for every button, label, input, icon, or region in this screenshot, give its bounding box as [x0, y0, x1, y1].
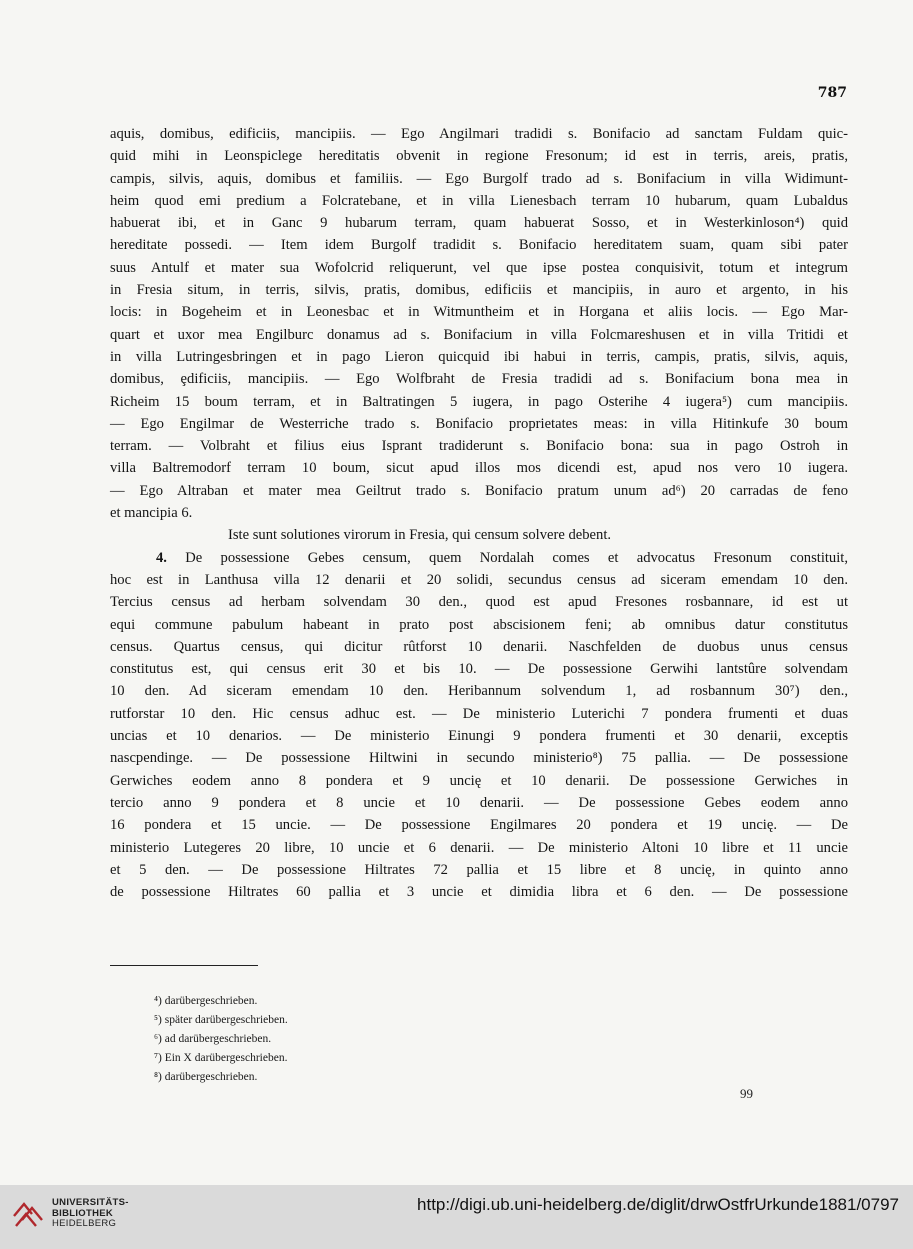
text-line: Gerwiches eodem anno 8 pondera et 9 uncię et 10 denarii. De possessione Gerwiches in	[110, 772, 848, 789]
text-line: locis: in Bogeheim et in Leonesbac et in Witmuntheim et in Horgana et aliis locis. — Ego Mar-	[110, 304, 848, 321]
text-line: ministerio Lutegeres 20 libre, 10 uncie et 6 denarii. — De ministerio Altoni 10 libre et 11 uncie	[110, 839, 848, 856]
text-line: nascpendinge. — De possessione Hiltwini in secundo ministerio⁸) 75 pallia. — De possessione	[110, 750, 848, 767]
main-text	[110, 123, 848, 903]
text-line: — Ego Altraban et mater mea Geiltrut trado s. Bonifacio pratum unum ad⁶) 20 carradas de feno	[110, 482, 848, 499]
logo-line-2: BIBLIOTHEK	[52, 1207, 114, 1219]
text-line: quid mihi in Leonspiclege hereditatis obvenit in regione Fresonum; id est in terris, areis, pratis,	[110, 148, 848, 165]
text-line: quart et uxor mea Engilburc donamus ad s. Bonifacium in villa Folcmareshusen et in villa Tritidi et	[110, 326, 848, 343]
text-line: hoc est in Lanthusa villa 12 denarii et 20 solidi, secundus census ad siceram emendam 10 den.	[110, 571, 848, 588]
text-line: rutforstar 10 den. Hic census adhuc est. — De ministerio Luterichi 7 pondera frumenti et duas	[110, 705, 848, 722]
footnote: ⁴) darübergeschrieben.	[154, 995, 258, 1007]
text-line: in Fresia situm, in terris, silvis, pratis, domibus, edificiis et mancipiis, in auro et argento, in his	[110, 282, 848, 299]
page-number: 787	[817, 85, 847, 101]
text-line: constitutus est, qui census erit 30 et bis 10. — De possessione Gerwihi lantstûre solvendam	[110, 661, 848, 678]
source-url[interactable]: http://digi.ub.uni-heidelberg.de/diglit/drwOstfrUrkunde1881/0797	[417, 1195, 899, 1214]
section-number: 4.	[156, 549, 167, 566]
footnote: ⁷) Ein X darübergeschrieben.	[154, 1052, 288, 1064]
text-line: habuerat ibi, et in Ganc 9 hubarum terram, quam habuerat Sosso, et in Westerkinloson⁴) quid	[110, 215, 848, 232]
text-line: campis, silvis, aquis, domibus et familiis. — Ego Burgolf trado ad s. Bonifacium in villa Widimunt-	[110, 170, 848, 187]
text-line: 10 den. Ad siceram emendam 10 den. Heribannum solvendum 1, ad rosbannum 30⁷) den.,	[110, 683, 848, 700]
signature-mark: 99	[740, 1086, 753, 1101]
footnote: ⁸) darübergeschrieben.	[154, 1071, 258, 1083]
section-first-line	[110, 547, 848, 569]
text-line: et mancipia 6.	[110, 505, 193, 522]
text-line: domibus, ȩdificiis, mancipiis. — Ego Wolfbraht de Fresia tradidi ad s. Bonifacium bona mea in	[110, 371, 848, 388]
text-line: tercio anno 9 pondera et 8 uncie et 10 denarii. — De possessione Gebes eodem anno	[110, 794, 848, 811]
text-line: villa Baltremodorf terram 10 boum, sicut apud illos mos dicendi est, apud nos vero 10 iugera.	[110, 460, 848, 477]
text-line: Tercius census ad herbam solvendam 30 den., quod est apud Fresones rosbannare, id est ut	[110, 594, 848, 611]
library-name	[52, 1198, 129, 1230]
text-line: Richeim 15 boum terram, et in Baltratingen 5 iugera, in pago Osterihe 4 iugera⁵) cum mancipiis.	[110, 393, 848, 410]
footnote: ⁵) später darübergeschrieben.	[154, 1014, 288, 1026]
text-line: in villa Lutringesbringen et in pago Lieron quicquid ibi habui in terris, campis, pratis, silvis, aquis,	[110, 348, 848, 365]
logo-line-1: UNIVERSITÄTS-	[52, 1197, 129, 1208]
text-line: de possessione Hiltrates 60 pallia et 3 uncie et dimidia libra et 6 den. — De possessione	[110, 884, 848, 901]
text-line: equi commune pabulum habeant in prato post abscisionem feni; ab omnibus datur constitutus	[110, 616, 848, 633]
university-library-logo-icon	[12, 1192, 46, 1230]
text-line: hereditate possedi. — Item idem Burgolf tradidit s. Bonifacio hereditatem suam, quam sibi pater	[110, 237, 848, 254]
logo-line-3: HEIDELBERG	[52, 1218, 117, 1229]
footnotes	[154, 992, 288, 1087]
text-line: heim quod emi predium a Folcratebane, et in villa Lienesbach terram 10 hubarum, quam Lubaldus	[110, 192, 848, 209]
footnote: ⁶) ad darübergeschrieben.	[154, 1033, 272, 1045]
section-heading: Iste sunt solutiones virorum in Fresia, qui censum solvere debent.	[228, 527, 612, 544]
text-line: — Ego Engilmar de Westerriche trado s. Bonifacio proprietates meas: in villa Hitinkufe 30 boum	[110, 415, 848, 432]
text-line: et 5 den. — De possessione Hiltrates 72 pallia et 15 libre et 8 uncię, in quinto anno	[110, 861, 848, 878]
section-first-line-text: De possessione Gebes censum, quem Nordalah comes et advocatus Fresonum constituit,	[185, 549, 848, 566]
text-line: census. Quartus census, qui dicitur rûtforst 10 denarii. Naschfelden de duobus unus census	[110, 638, 848, 655]
footnote-divider	[110, 965, 258, 966]
text-line: 16 pondera et 15 uncie. — De possessione Engilmares 20 pondera et 19 uncię. — De	[110, 817, 848, 834]
text-line: uncias et 10 denarios. — De ministerio Einungi 9 pondera frumenti et 30 denarii, exceptis	[110, 728, 848, 745]
text-line: aquis, domibus, edificiis, mancipiis. — Ego Angilmari tradidi s. Bonifacio ad sanctam Fuldam quic-	[110, 126, 848, 142]
text-line: terram. — Volbraht et filius eius Isprant tradiderunt s. Bonifacio bona: sua in pago Ostroh in	[110, 438, 848, 455]
text-line: suus Antulf et mater sua Wofolcrid reliquerunt, vel que ipse postea conquisivit, totum et integrum	[110, 259, 848, 276]
